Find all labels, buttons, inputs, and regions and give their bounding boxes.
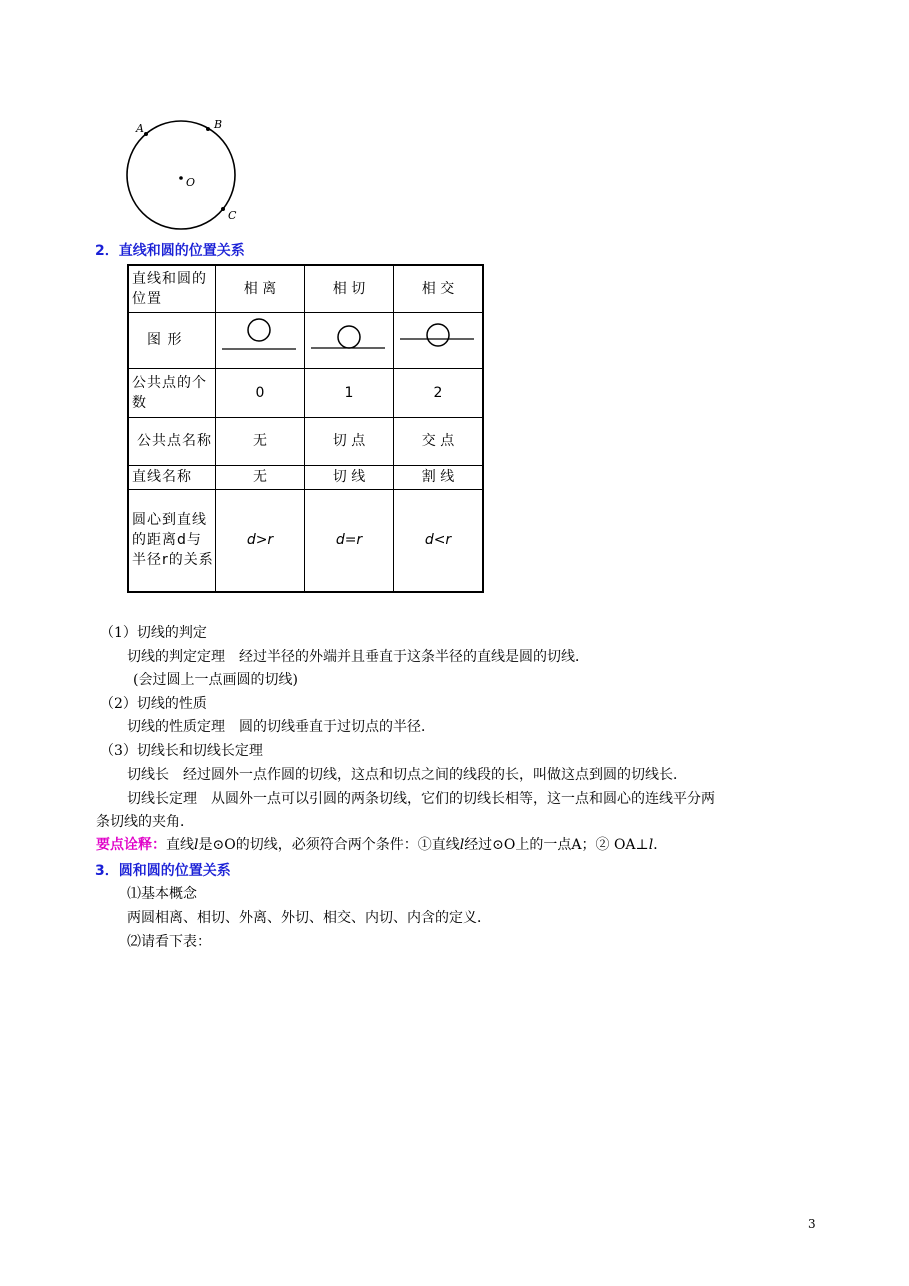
key-note-text: ．	[653, 837, 668, 853]
item-3-text-2: 切线长定理 从圆外一点可以引圆的两条切线，它们的切线长相等，这一点和圆心的连线平分两	[127, 791, 715, 807]
header-label: 直线和圆的位置	[128, 265, 216, 312]
tangent-figure	[309, 317, 389, 357]
section3-sub-1: ⑴基本概念	[127, 886, 197, 902]
table-row	[128, 368, 483, 417]
header-col: 相 离	[216, 265, 305, 312]
section2-title: 2．直线和圆的位置关系	[95, 243, 245, 259]
figure-cell	[394, 312, 484, 368]
cell: d=r	[305, 489, 394, 592]
point-a-dot	[144, 132, 148, 136]
point-b-label: B	[214, 118, 223, 131]
intersect-figure	[398, 317, 478, 357]
cell: 0	[216, 368, 305, 417]
row-label: 直线名称	[128, 465, 216, 489]
item-3-text-1: 切线长 经过圆外一点作圆的切线，这点和切点之间的线段的长，叫做这点到圆的切线长．	[127, 767, 687, 783]
cell: 割 线	[394, 465, 484, 489]
item-2-title: （2）切线的性质	[100, 696, 207, 712]
cell: d<r	[394, 489, 484, 592]
point-b-dot	[206, 127, 210, 131]
separate-figure	[220, 317, 300, 357]
header-col: 相 交	[394, 265, 484, 312]
table-row	[128, 489, 483, 592]
section3-text-1: 两圆相离、相切、外离、外切、相交、内切、内含的定义．	[127, 910, 491, 926]
row-label: 图 形	[128, 312, 216, 368]
cell: 无	[216, 465, 305, 489]
cell: 1	[305, 368, 394, 417]
key-note-text: 经过⊙O上的一点A；② OA⊥	[464, 837, 649, 853]
table-row	[128, 265, 483, 312]
center-dot	[179, 176, 183, 180]
section3-title: 3．圆和圆的位置关系	[95, 863, 231, 879]
item-1-title: （1）切线的判定	[100, 625, 207, 641]
line-symbol: l	[648, 837, 654, 853]
line-circle-table	[127, 264, 484, 593]
key-note-text: 直线	[166, 837, 194, 853]
key-note-text: 是⊙O的切线，必须符合两个条件：①直线	[198, 837, 460, 853]
point-c-label: C	[228, 209, 237, 222]
figure-cell	[216, 312, 305, 368]
key-note-label: 要点诠释：	[96, 837, 166, 853]
cell: d>r	[216, 489, 305, 592]
item-1-note: (会过圆上一点画圆的切线)	[133, 672, 298, 688]
point-a-label: A	[136, 122, 144, 135]
item-3-text-3: 条切线的夹角．	[96, 814, 194, 830]
cell: 无	[216, 417, 305, 465]
table-row	[128, 417, 483, 465]
circle-figure	[118, 114, 248, 234]
row-label: 公共点名称	[128, 417, 216, 465]
cell: 切 线	[305, 465, 394, 489]
figure-cell	[305, 312, 394, 368]
point-c-dot	[221, 207, 225, 211]
section3-sub-2: ⑵请看下表：	[127, 934, 211, 950]
cell: 切 点	[305, 417, 394, 465]
row-label: 圆心到直线的距离d与半径r的关系	[128, 489, 216, 592]
page-number: 3	[808, 1217, 816, 1231]
line-symbol: l	[459, 837, 465, 853]
header-col: 相 切	[305, 265, 394, 312]
item-2-text: 切线的性质定理 圆的切线垂直于过切点的半径．	[127, 719, 435, 735]
table-row	[128, 312, 483, 368]
item-1-text: 切线的判定定理 经过半径的外端并且垂直于这条半径的直线是圆的切线．	[127, 649, 589, 665]
item-3-title: （3）切线长和切线长定理	[100, 743, 263, 759]
line-symbol: l	[194, 837, 199, 853]
table-row	[128, 465, 483, 489]
circle	[127, 121, 235, 229]
key-note	[96, 835, 667, 855]
cell: 交 点	[394, 417, 484, 465]
cell: 2	[394, 368, 484, 417]
point-o-label: O	[186, 176, 196, 189]
row-label: 公共点的个数	[128, 368, 216, 417]
